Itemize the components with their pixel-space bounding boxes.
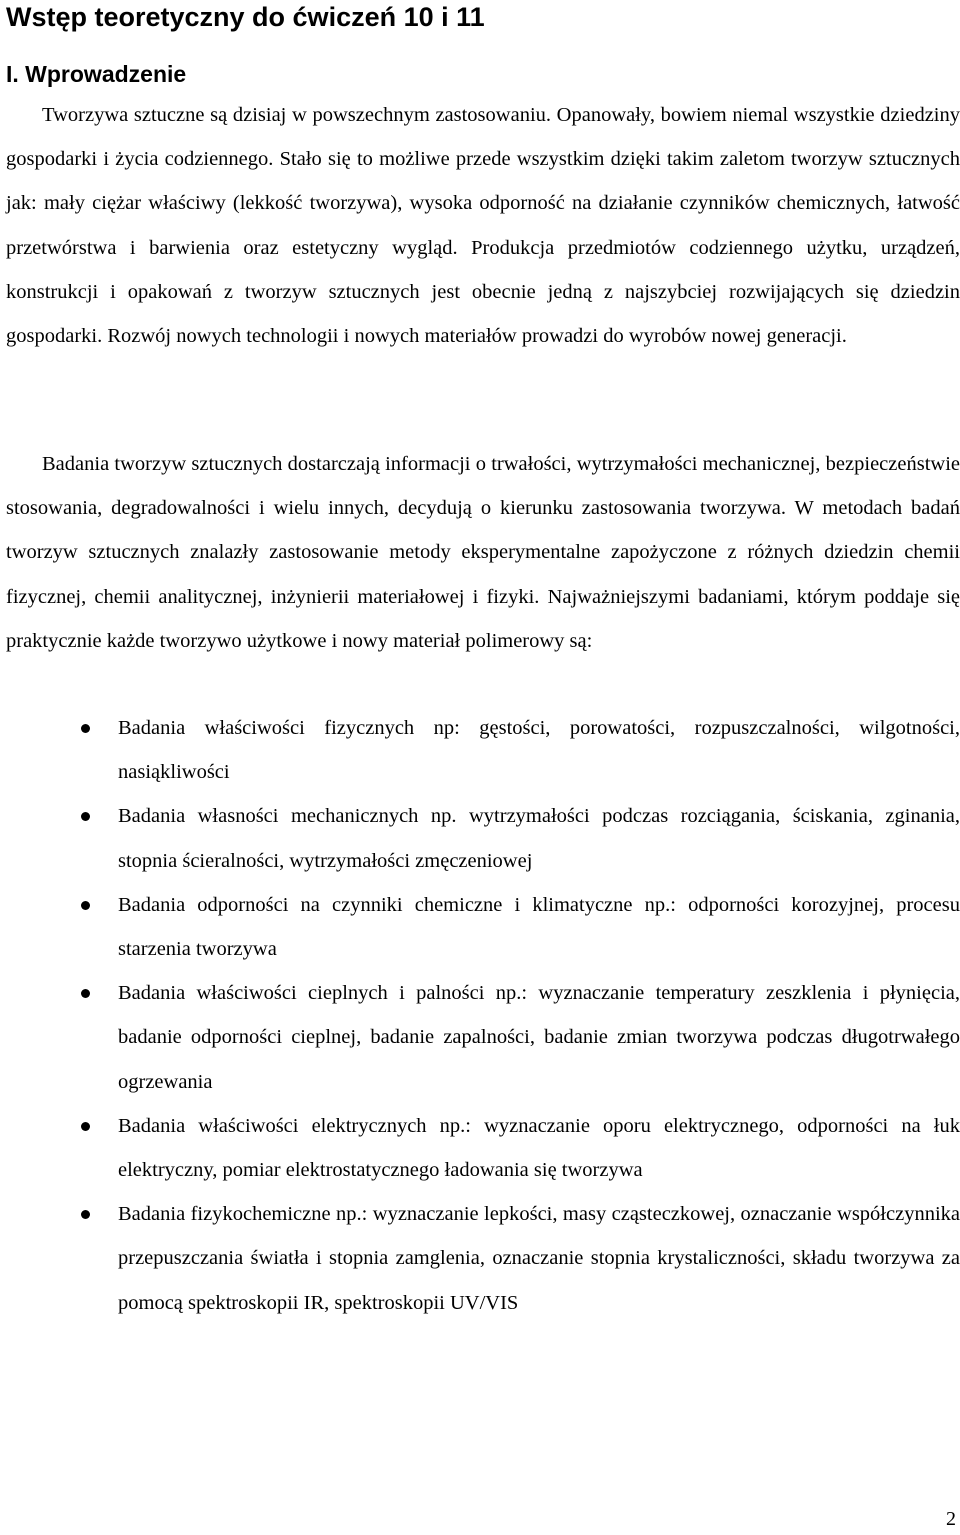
research-types-list — [0, 706, 960, 1325]
list-item — [0, 883, 960, 971]
list-item-text: Badania odporności na czynniki chemiczne i klimatyczne np.: odporności korozyjnej, procesu starzenia tworzywa — [118, 893, 960, 961]
list-item — [0, 706, 960, 794]
list-item-text: Badania właściwości elektrycznych np.: wyznaczanie oporu elektrycznego, odporności na łuk elektryczny, pomiar elektrostatycznego ładowania się tworzywa — [118, 1114, 960, 1182]
bullet-icon — [81, 1210, 90, 1219]
page-number: 2 — [946, 1508, 956, 1530]
paragraph-introduction: Tworzywa sztuczne są dzisiaj w powszechnym zastosowaniu. Opanowały, bowiem niemal wszystkie dziedziny gospodarki i życia codziennego. Stało się to możliwe przede wszystkim dzięki takim zaletom tworzyw sztucznych jak: mały ciężar właściwy (lekkość tworzywa), wysoka odporność na działanie czynników chemicznych, łatwość przetwórstwa i barwienia oraz estetyczny wygląd. Produkcja przedmiotów codziennego użytku, urządzeń, konstrukcji i opakowań z tworzyw sztucznych jest obecnie jedną z najszybciej rozwijających się dziedzin gospodarki. Rozwój nowych technologii i nowych materiałów prowadzi do wyrobów nowej generacji. — [6, 104, 960, 348]
bullet-icon — [81, 812, 90, 821]
bullet-icon — [81, 1122, 90, 1131]
list-item — [0, 794, 960, 882]
paragraph-research: Badania tworzyw sztucznych dostarczają informacji o trwałości, wytrzymałości mechanicznej, bezpieczeństwie stosowania, degradowalności i wielu innych, decydują o kierunku zastosowania tworzywa. W metodach badań tworzyw sztucznych znalazły zastosowanie metody eksperymentalne zapożyczone z różnych dziedzin chemii fizycznej, chemii analitycznej, inżynierii materiałowej i fizyki. Najważniejszymi badaniami, którym poddaje się praktycznie każde tworzywo użytkowe i nowy materiał polimerowy są: — [6, 453, 960, 652]
bullet-icon — [81, 724, 90, 733]
document-title: Wstęp teoretyczny do ćwiczeń 10 i 11 — [6, 2, 485, 32]
list-item-text: Badania właściwości cieplnych i palności np.: wyznaczanie temperatury zeszklenia i płynięcia, badanie odporności cieplnej, badanie zapalności, badanie zmian tworzywa podczas długotrwałego ogrzewania — [118, 982, 960, 1093]
list-item — [0, 1104, 960, 1192]
bullet-icon — [81, 989, 90, 998]
list-item — [0, 971, 960, 1104]
list-item-text: Badania fizykochemiczne np.: wyznaczanie lepkości, masy cząsteczkowej, oznaczanie współczynnika przepuszczania światła i stopnia zamglenia, oznaczanie stopnia krystaliczności, składu tworzywa za pomocą spektroskopii IR, spektroskopii UV/VIS — [118, 1203, 960, 1314]
bullet-icon — [81, 901, 90, 910]
list-item — [0, 1192, 960, 1325]
section-heading: I. Wprowadzenie — [6, 61, 187, 87]
list-item-text: Badania własności mechanicznych np. wytrzymałości podczas rozciągania, ściskania, zginania, stopnia ścieralności, wytrzymałości zmęczeniowej — [118, 805, 960, 872]
list-item-text: Badania właściwości fizycznych np: gęstości, porowatości, rozpuszczalności, wilgotności, nasiąkliwości — [118, 717, 960, 784]
